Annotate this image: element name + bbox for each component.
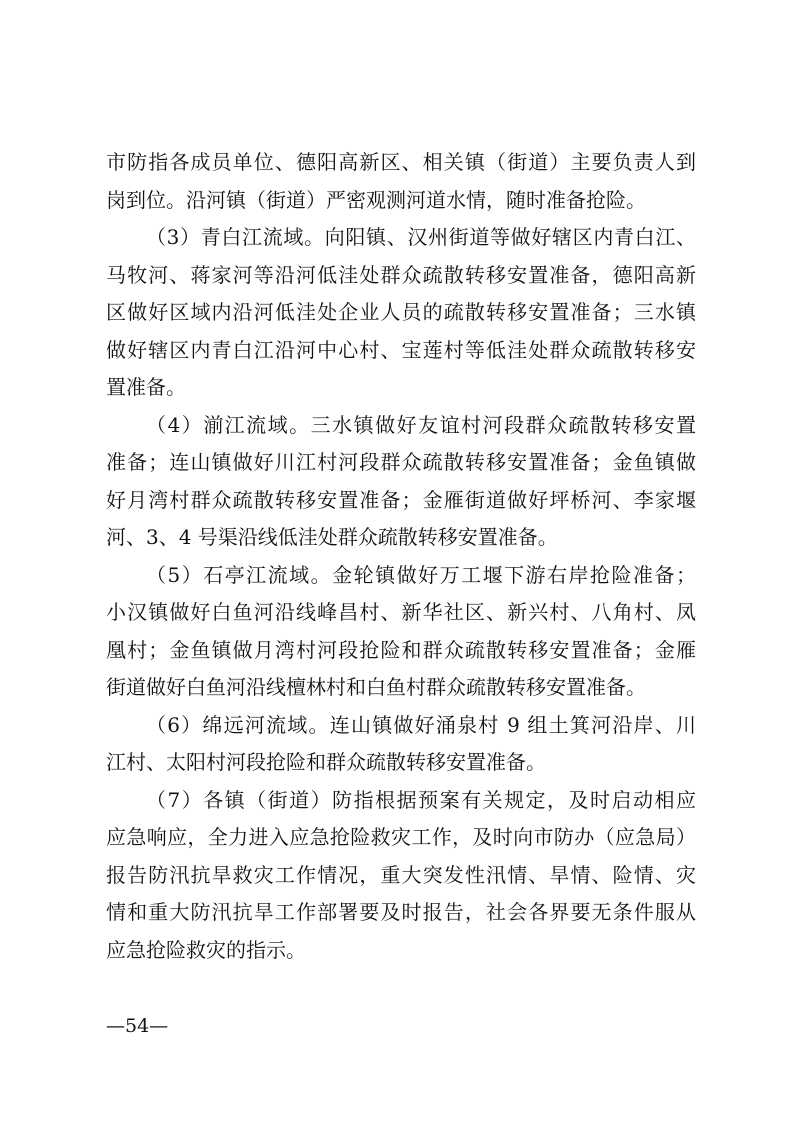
text-line: 应急响应，全力进入应急抢险救灾工作，及时向市防办（应急局） — [106, 825, 696, 849]
text-line: 凰村；金鱼镇做月湾村河段抢险和群众疏散转移安置准备；金雁 — [106, 637, 696, 662]
text-line: 岗到位。沿河镇（街道）严密观测河道水情，随时准备抢险。 — [106, 187, 646, 212]
text-line: （4）湔江流域。三水镇做好友谊村河段群众疏散转移安置 — [146, 412, 696, 437]
text-line: 好月湾村群众疏散转移安置准备；金雁街道做好坪桥河、李家堰 — [106, 487, 696, 512]
text-line: 马牧河、蒋家河等沿河低洼处群众疏散转移安置准备，德阳高新 — [106, 262, 696, 287]
body-text — [106, 144, 696, 969]
text-line: （5）石亭江流域。金轮镇做好万工堰下游右岸抢险准备； — [146, 562, 696, 587]
text-line: 应急抢险救灾的指示。 — [106, 937, 306, 962]
text-line: 报告防汛抗旱救灾工作情况，重大突发性汛情、旱情、险情、灾 — [106, 862, 696, 887]
text-line: 置准备。 — [106, 375, 186, 399]
text-line: 准备；连山镇做好川江村河段群众疏散转移安置准备；金鱼镇做 — [106, 450, 696, 474]
text-line: （6）绵远河流域。连山镇做好涌泉村 9 组土箕河沿岸、川 — [146, 712, 696, 737]
text-line: 区做好区域内沿河低洼处企业人员的疏散转移安置准备；三水镇 — [106, 300, 696, 324]
text-line: （3）青白江流域。向阳镇、汉州街道等做好辖区内青白江、 — [146, 225, 696, 249]
text-line: 情和重大防汛抗旱工作部署要及时报告，社会各界要无条件服从 — [106, 900, 696, 924]
text-line: 河、3、4 号渠沿线低洼处群众疏散转移安置准备。 — [106, 525, 558, 549]
text-line: （7）各镇（街道）防指根据预案有关规定，及时启动相应 — [146, 787, 696, 812]
page-number: —54— — [106, 1015, 169, 1037]
text-line: 市防指各成员单位、德阳高新区、相关镇（街道）主要负责人到 — [106, 150, 696, 174]
text-line: 小汉镇做好白鱼河沿线峰昌村、新华社区、新兴村、八角村、凤 — [106, 600, 696, 624]
text-line: 做好辖区内青白江沿河中心村、宝莲村等低洼处群众疏散转移安 — [106, 337, 696, 362]
text-line: 江村、太阳村河段抢险和群众疏散转移安置准备。 — [106, 750, 546, 774]
text-line: 街道做好白鱼河沿线檀林村和白鱼村群众疏散转移安置准备。 — [106, 675, 646, 699]
